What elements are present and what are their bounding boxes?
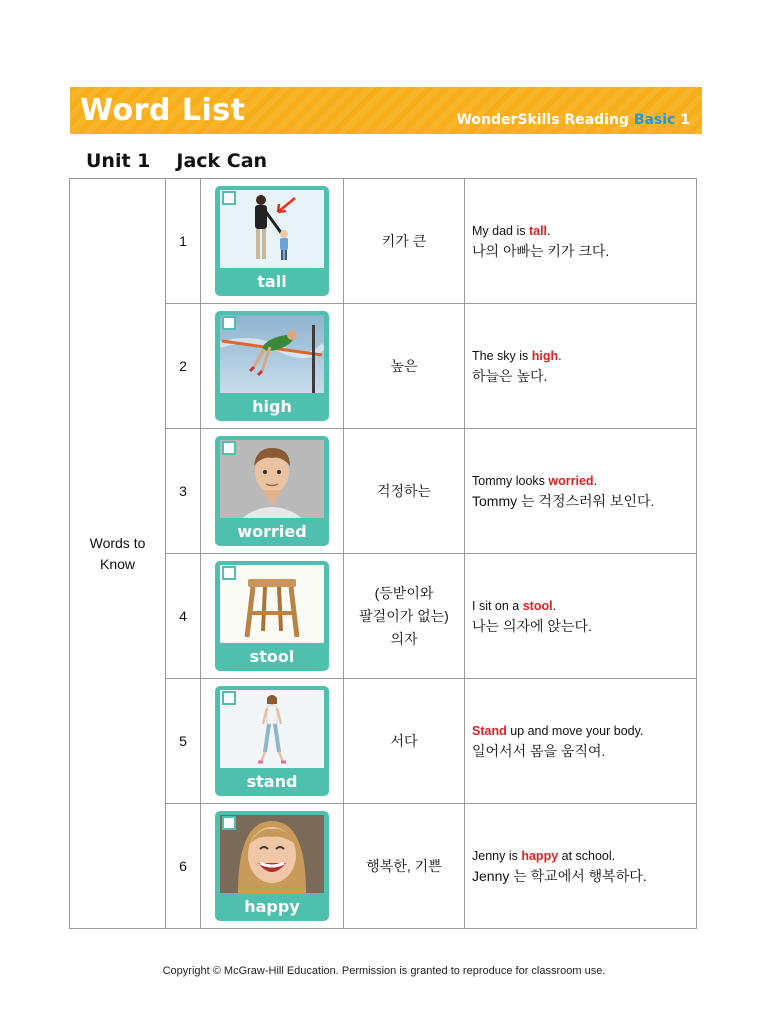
row-number: 5 [166,679,201,804]
example-highlight: happy [521,849,559,863]
category-cell [70,179,166,929]
example-korean: 나의 아빠는 키가 크다. [472,243,610,259]
korean-meaning: 걱정하는 [344,429,465,554]
checkbox-icon [222,816,236,830]
card-word-label: tall [257,272,287,291]
picture-cell [201,179,344,304]
example-english [472,471,696,491]
checkbox-icon [222,566,236,580]
korean-meaning: 높은 [344,304,465,429]
row-number: 6 [166,804,201,929]
table-row [70,179,697,304]
copyright-footer: Copyright © McGraw-Hill Education. Permission is granted to reproduce for classroom use. [162,965,606,977]
card-word-label: stand [246,772,298,791]
example-pre: Jenny is [472,849,522,863]
picture-cell [201,804,344,929]
example-english [472,221,696,241]
example-cell [465,554,697,679]
row-number: 2 [166,304,201,429]
example-pre: I sit on a [472,599,523,613]
category-line-2: Know [99,555,136,572]
example-korean: 일어서서 몸을 움직여. [472,743,606,759]
category-line-1: Words to [89,534,146,551]
example-pre: The sky is [472,349,532,363]
korean-meaning: 행복한, 기쁜 [344,804,465,929]
header-banner [70,87,702,134]
example-english [472,346,696,366]
card-word-label: high [252,397,292,416]
korean-meaning: 키가 큰 [344,179,465,304]
example-post: . [547,224,551,238]
example-korean: 나는 의자에 앉는다. [472,618,592,634]
unit-title: Jack Can [176,150,268,172]
series-prefix: WonderSkills Reading [456,112,634,128]
korean-line-1: (등받이와 [374,584,434,601]
card-word-label: stool [249,647,295,666]
row-number: 3 [166,429,201,554]
example-cell [465,179,697,304]
example-highlight: tall [528,224,548,238]
word-card [215,686,329,796]
series-level: Basic [633,112,676,128]
word-card [215,436,329,546]
picture-cell [201,554,344,679]
example-english [472,596,696,616]
picture-cell [201,304,344,429]
example-cell [465,804,697,929]
example-highlight: high [531,349,559,363]
example-highlight: Stand [472,724,507,738]
picture-cell [201,679,344,804]
unit-label: Unit 1 [86,150,151,172]
example-pre: My dad is [472,224,529,238]
series-number: 1 [680,112,690,128]
example-highlight: stool [522,599,553,613]
example-english [472,846,696,866]
word-card [215,311,329,421]
checkbox-icon [222,191,236,205]
word-card [215,811,329,921]
example-korean: Tommy 는 걱정스러워 보인다. [472,493,655,509]
example-cell [465,429,697,554]
page-title: Word List [80,93,246,128]
korean-line-3: 의자 [390,630,418,647]
unit-heading [86,150,267,172]
checkbox-icon [222,316,236,330]
example-post: at school. [558,849,616,863]
word-card [215,561,329,671]
word-list-table [69,178,697,929]
row-number: 1 [166,179,201,304]
korean-meaning [344,554,465,679]
picture-cell [201,429,344,554]
example-korean: 하늘은 높다. [472,368,548,384]
card-word-label: worried [237,522,307,541]
word-card [215,186,329,296]
example-cell [465,304,697,429]
checkbox-icon [222,441,236,455]
example-post: up and move your body. [506,724,644,738]
checkbox-icon [222,691,236,705]
series-label [456,112,690,128]
example-highlight: worried [548,474,594,488]
row-number: 4 [166,554,201,679]
example-post: . [558,349,562,363]
example-post: . [552,599,557,613]
example-english [472,721,696,741]
korean-meaning: 서다 [344,679,465,804]
example-pre: Tommy looks [472,474,549,488]
example-cell [465,679,697,804]
card-word-label: happy [244,897,300,916]
korean-line-2: 팔걸이가 없는) [359,607,449,624]
example-korean: Jenny 는 학교에서 행복하다. [472,868,647,884]
example-post: . [593,474,598,488]
